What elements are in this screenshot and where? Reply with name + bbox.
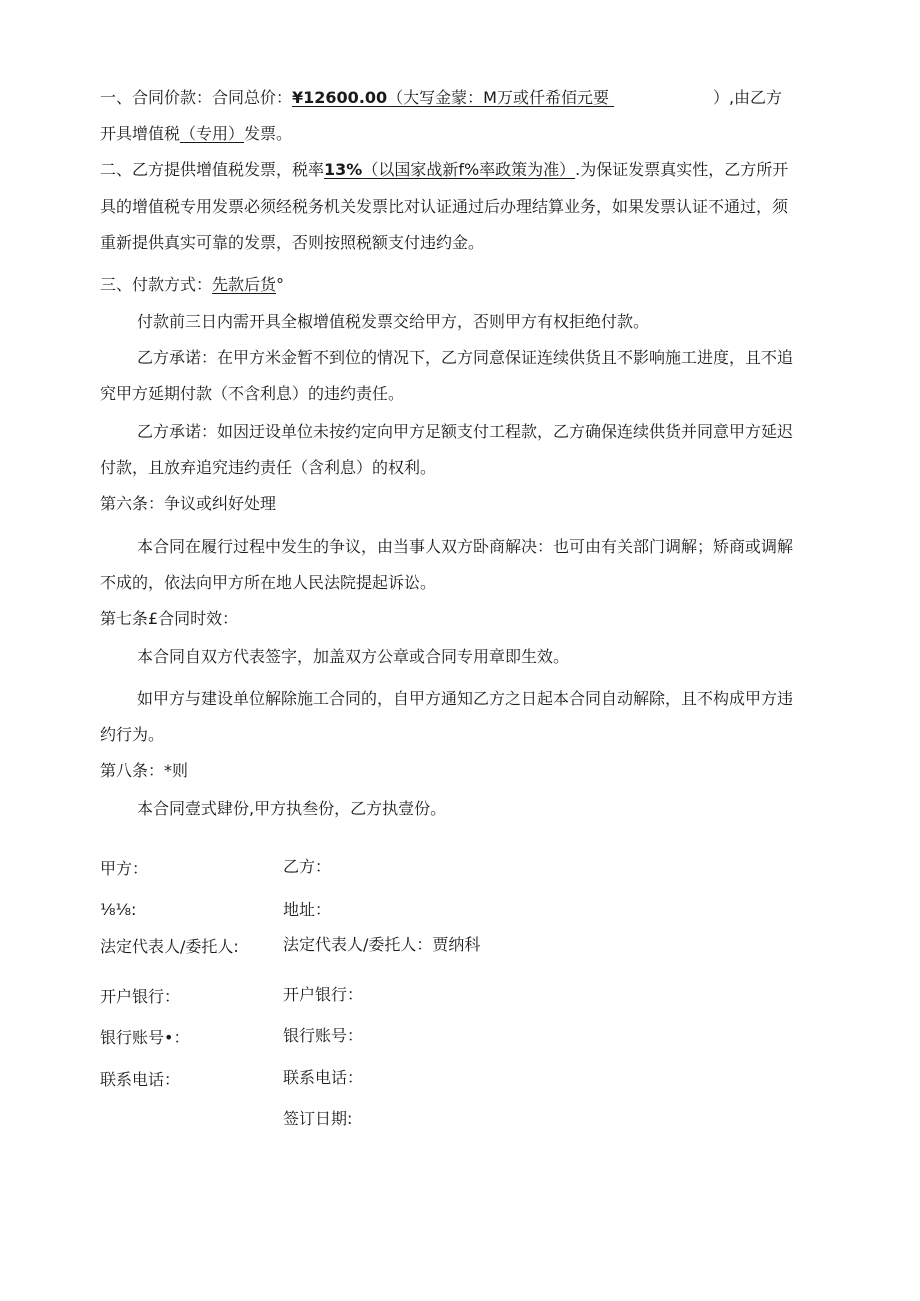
clause-payment-p2-line1: 乙方承诺：在甲方米金暂不到位的情况下，乙方同意保证连续供货且不影响施工进度，且不追 (137, 348, 794, 367)
article7-p2-line1: 如甲方与建设单位解除施工合同的，自甲方通知乙方之日起本合同自动解除，且不构成甲方违 (137, 689, 794, 708)
clause-price-line2-prefix: 开具增值税 (100, 124, 181, 143)
party-a-phone-label: 联系电话： (100, 1070, 181, 1089)
party-b-phone-label: 联系电话： (283, 1068, 364, 1087)
clause-tax-line1-suffix: .为保证发票真实性，乙方所开 (575, 160, 789, 179)
clause-payment-prefix: 三、付款方式： (100, 275, 213, 294)
clause-payment-suffix: ° (276, 275, 285, 294)
clause-payment-p3-line1: 乙方承诺：如因迂设单位未按约定向甲方足额支付工程款，乙方确保连续供货并同意甲方延迟 (137, 422, 794, 441)
article6-line1: 本合同在履行过程中发生的争议，由当事人双方卧商解决：也可由有关部门调解；矫商或调解 (137, 537, 794, 556)
article7-p2-line2: 约行为。 (100, 725, 165, 744)
party-b-name-label: 乙方： (283, 857, 332, 876)
party-b-date-label: 签订日期: (283, 1109, 353, 1128)
article7-title: 第七条£合同时效： (100, 609, 239, 628)
article8-p1: 本合同壹式肆份,甲方执叁份，乙方执壹份。 (137, 799, 447, 818)
clause-tax-prefix: 二、乙方提供增值税发票，税率 (100, 160, 325, 179)
clause-payment-p2-line2: 究甲方延期付款（不含利息）的违约责任。 (100, 384, 405, 403)
party-b-bank-label: 开户银行： (283, 985, 364, 1004)
clause-payment-title (100, 275, 284, 295)
clause-payment-p3-line2: 付款，且放弃追究违约责任（含利息）的权利。 (100, 458, 437, 477)
party-a-address-label: ⅛⅛: (100, 900, 137, 919)
clause-tax-line1 (100, 160, 788, 180)
clause-tax-rate-note: （以国家战新f%率政策为准） (362, 160, 576, 179)
clause-tax-line3: 重新提供真实可靠的发票，否则按照税额支付违约金。 (100, 233, 485, 252)
clause-tax-rate: 13% (324, 160, 363, 179)
party-b-account-label: 银行账号： (283, 1026, 364, 1045)
clause-price-blank (609, 88, 713, 108)
party-a-bank-label: 开户银行： (100, 987, 181, 1006)
clause-payment-p1: 付款前三日内需开具全椒增值税发票交给甲方，否则甲方有权拒绝付款。 (137, 312, 650, 331)
clause-payment-method: 先款后货 (212, 275, 277, 294)
clause-price-line2 (100, 124, 292, 144)
clause-tax-line2: 具的增值税专用发票必须经税务机关发票比对认证通过后办理结算业务，如果发票认证不通过，须 (100, 197, 789, 216)
clause-price-amount: ¥12600.00 (292, 88, 388, 107)
article7-p1: 本合同自双方代表签字，加盖双方公章或合同专用章即生效。 (137, 647, 570, 666)
clause-price-invoice-type: （专用） (180, 124, 245, 143)
party-a-name-label: 甲方： (100, 859, 149, 878)
party-a-account-label: 银行账号•： (100, 1028, 190, 1047)
clause-price-suffix: ）,由乙方 (712, 88, 783, 107)
clause-price-line1 (100, 88, 782, 108)
party-b-address-label: 地址： (283, 900, 332, 919)
party-b-rep-label: 法定代表人/委托人：贾纳科 (283, 935, 481, 954)
party-a-rep-label: 法定代表人/委托人: (100, 937, 239, 956)
article6-title: 第六条：争议或纠好处理 (100, 494, 277, 513)
article6-line2: 不成的，依法向甲方所在地人民法院提起诉讼。 (100, 573, 437, 592)
clause-price-line2-suffix: 发票。 (244, 124, 293, 143)
clause-price-words: （大写金蒙：M万或仟希佰元要 (387, 88, 609, 107)
article8-title: 第八条：*则 (100, 761, 189, 780)
clause-price-prefix: 一、合同价款：合同总价： (100, 88, 293, 107)
